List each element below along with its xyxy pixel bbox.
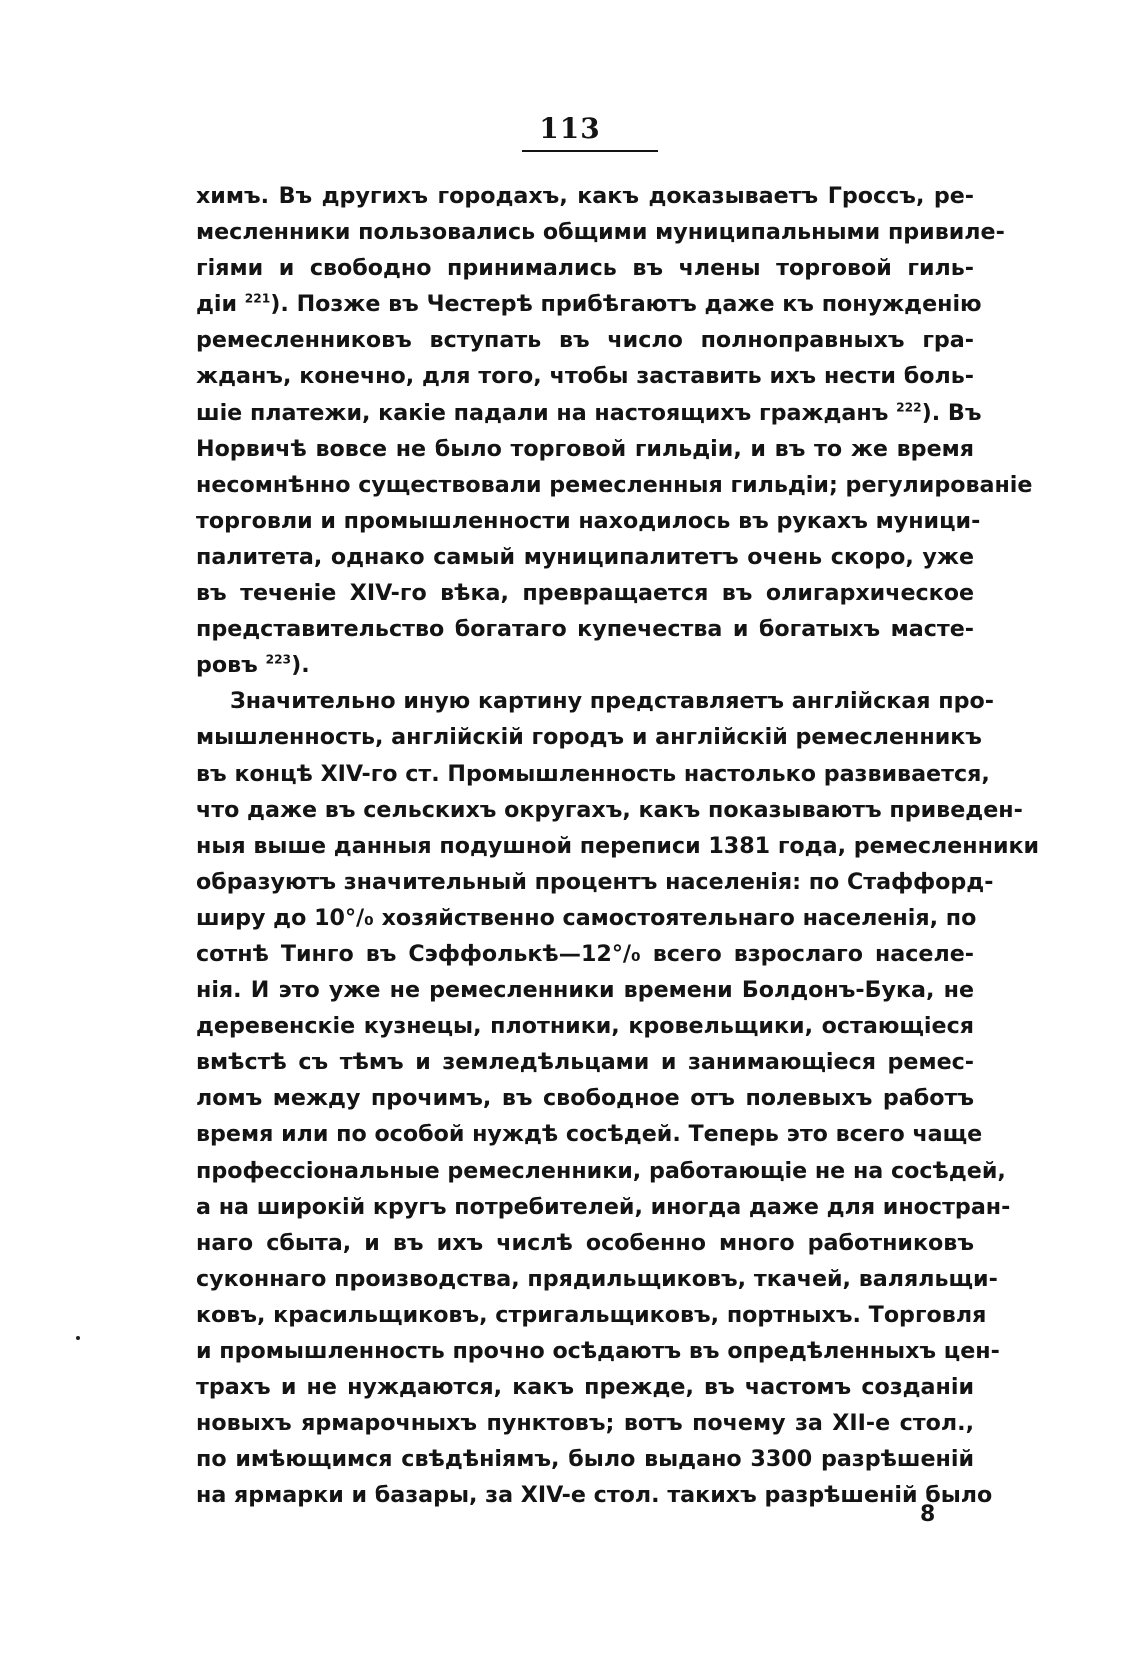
text-segment: сотнѣ Тинго въ Сэффолькѣ—12°/₀ всего взрослаго населе-: [196, 940, 974, 967]
text-segment: палитета, однако самый муниципалитетъ очень скоро, уже: [196, 543, 974, 570]
text-line: [196, 358, 974, 394]
text-line: [196, 683, 994, 719]
text-segment: нія. И это уже не ремесленники времени Болдонъ-Бука, не: [196, 977, 974, 1004]
text-segment: вмѣстѣ съ тѣмъ и земледѣльцами и занимающіеся ремес-: [196, 1049, 974, 1076]
text-segment: по имѣющимся свѣдѣніямъ, было выдано 3300 разрѣшеній: [196, 1446, 974, 1473]
text-line: [196, 178, 974, 214]
text-segment: ). Въ: [921, 399, 982, 426]
text-line: [196, 503, 981, 539]
text-segment: профессіональные ремесленники, работающіе не на сосѣдей,: [196, 1157, 1006, 1184]
text-segment: торговли и промышленности находилось въ рукахъ муници-: [196, 507, 981, 534]
text-line: [196, 575, 974, 611]
text-segment: ). Позже въ Честерѣ прибѣгаютъ даже къ понужденію: [270, 291, 982, 318]
text-line: [196, 864, 994, 900]
text-line: [196, 1333, 1000, 1369]
text-segment: ковъ, красильщиковъ, стригальщиковъ, портныхъ. Торговля: [196, 1301, 987, 1328]
text-line: [196, 1441, 974, 1477]
text-segment: и промышленность прочно осѣдаютъ въ опредѣленныхъ цен-: [196, 1338, 1000, 1364]
text-segment: месленники пользовались общими муниципальными привиле-: [196, 219, 1005, 246]
text-segment: діи: [196, 291, 245, 318]
text-segment: ровъ: [196, 652, 266, 679]
text-line: [196, 1153, 1006, 1189]
text-line: [196, 1405, 974, 1441]
signature-mark: 8: [920, 1502, 936, 1527]
text-segment: суконнаго производства, прядильщиковъ, ткачей, валяльщи-: [196, 1265, 998, 1292]
text-line: [196, 900, 977, 936]
text-segment: ломъ между прочимъ, въ свободное отъ полевыхъ работъ: [196, 1085, 974, 1112]
footnote-reference: 223: [265, 652, 292, 667]
text-segment: шіе платежи, какіе падали на настоящихъ гражданъ: [196, 399, 897, 426]
text-segment: время или по особой нуждѣ сосѣдей. Теперь это всего чаще: [196, 1121, 983, 1148]
text-segment: представительство богатаго купечества и богатыхъ масте-: [196, 616, 974, 643]
text-segment: новыхъ ярмарочныхъ пунктовъ; вотъ почему за XII-е стол.,: [196, 1410, 974, 1437]
text-segment: жданъ, конечно, для того, чтобы заставить ихъ нести боль-: [196, 363, 974, 390]
text-line: [196, 1080, 974, 1116]
text-segment: гіями и свободно принимались въ члены торговой гиль-: [196, 255, 974, 282]
text-line: [196, 792, 1023, 828]
text-line: [196, 214, 1005, 250]
text-line: [196, 647, 974, 683]
text-line: [196, 972, 974, 1008]
header-rule: [522, 150, 658, 152]
text-segment: трахъ и не нуждаются, какъ прежде, въ частомъ созданіи: [196, 1374, 974, 1401]
text-line: [196, 250, 974, 286]
text-segment: образуютъ значительный процентъ населенія: по Стаффорд-: [196, 868, 994, 895]
text-line: [196, 828, 1040, 864]
text-line: [196, 719, 982, 755]
footnote-reference: 222: [896, 400, 922, 415]
text-line: [196, 1044, 974, 1080]
text-line: [196, 1008, 974, 1044]
text-line: [196, 539, 974, 575]
text-segment: несомнѣнно существовали ремесленныя гильдіи; регулированіе: [196, 471, 1033, 498]
text-line: [196, 611, 974, 647]
text-line: [196, 1297, 987, 1333]
text-segment: ныя выше данныя подушной переписи 1381 года, ремесленники: [196, 832, 1040, 859]
text-segment: въ концѣ XIV-го ст. Промышленность настолько развивается,: [196, 760, 990, 787]
text-segment: а на широкій кругъ потребителей, иногда даже для иностран-: [196, 1193, 1011, 1220]
text-segment: химъ. Въ другихъ городахъ, какъ доказываетъ Гроссъ, ре-: [196, 183, 974, 209]
text-line: [196, 1116, 983, 1152]
text-segment: Значительно иную картину представляетъ англійская про-: [230, 688, 994, 715]
text-segment: ).: [291, 652, 310, 679]
text-line: [196, 1369, 974, 1405]
print-speck: [76, 1336, 80, 1340]
text-line: [196, 1477, 993, 1513]
text-line: [196, 431, 974, 467]
text-segment: мышленность, англійскій городъ и англійскій ремесленникъ: [196, 724, 982, 751]
text-line: [196, 322, 974, 358]
text-segment: деревенскіе кузнецы, плотники, кровельщики, остающіеся: [196, 1013, 974, 1040]
text-segment: ширу до 10°/₀ хозяйственно самостоятельнаго населенія, по: [196, 904, 977, 931]
text-segment: на ярмарки и базары, за XIV-е стол. такихъ разрѣшеній было: [196, 1482, 993, 1509]
text-line: [196, 1261, 998, 1297]
text-line: [196, 756, 990, 792]
text-segment: наго сбыта, и въ ихъ числѣ особенно много работниковъ: [196, 1229, 974, 1256]
text-line: [196, 467, 1033, 503]
text-segment: въ теченіе XIV-го вѣка, превращается въ олигархическое: [196, 580, 974, 607]
text-line: [196, 936, 974, 972]
body-text: [196, 178, 1040, 1513]
text-line: [196, 1225, 974, 1261]
text-segment: Норвичѣ вовсе не было торговой гильдіи, и въ то же время: [196, 435, 974, 462]
page-number: 113: [539, 112, 601, 145]
text-segment: что даже въ сельскихъ округахъ, какъ показываютъ приведен-: [196, 796, 1023, 823]
text-segment: ремесленниковъ вступать въ число полноправныхъ гра-: [196, 327, 974, 354]
text-line: [196, 286, 982, 322]
footnote-reference: 221: [244, 291, 271, 306]
text-line: [196, 1189, 1011, 1225]
text-line: [196, 395, 982, 431]
